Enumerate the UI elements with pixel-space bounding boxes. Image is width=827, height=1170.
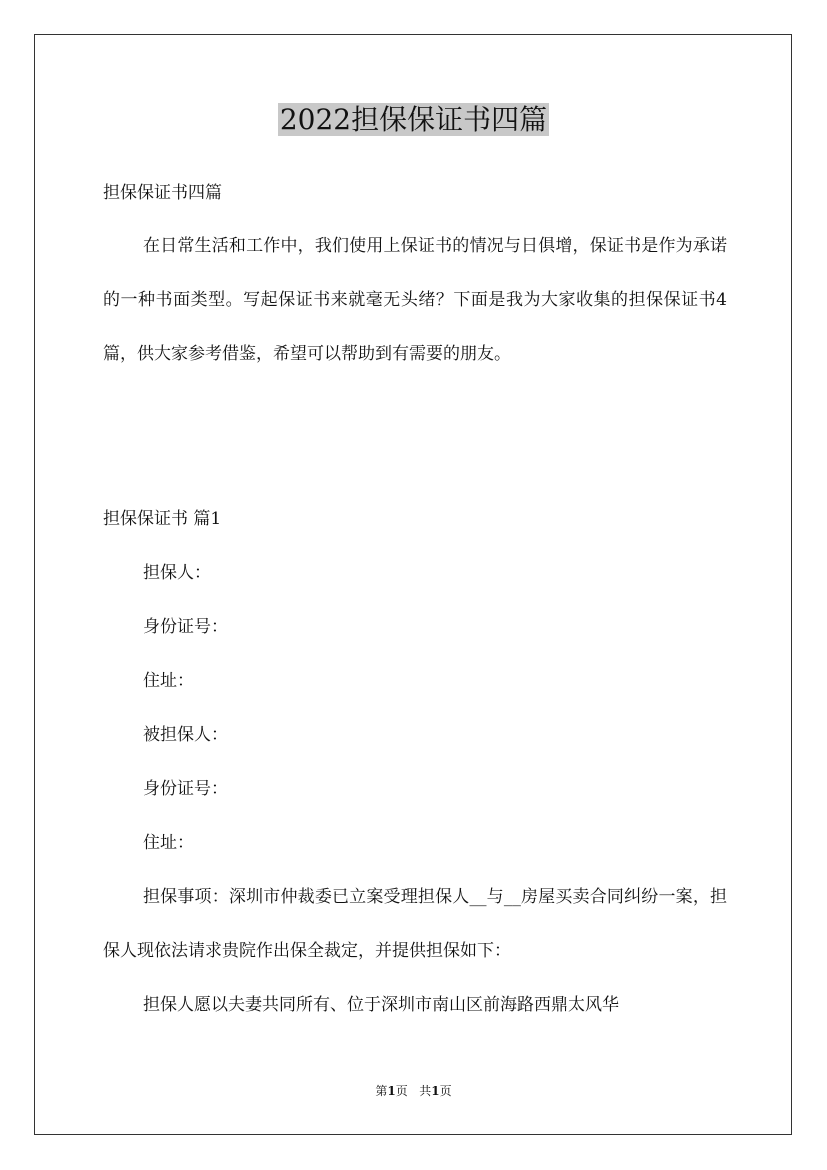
pledge-paragraph: 担保人愿以夫妻共同所有、位于深圳市南山区前海路西鼎太风华	[143, 995, 619, 1015]
footer-page-suffix: 页	[395, 1084, 408, 1098]
matter-paragraph: 担保事项：深圳市仲裁委已立案受理担保人__与__房屋买卖合同纠纷一案，担保人现依法请求贵院作出保全裁定，并提供担保如下：	[103, 887, 727, 961]
document-title-text: 2022担保保证书四篇	[279, 103, 548, 136]
section-heading: 担保保证书 篇1	[103, 509, 222, 529]
guaranteed-id-label: 身份证号：	[143, 779, 228, 799]
page-footer	[0, 1083, 827, 1099]
footer-total-suffix: 页	[439, 1084, 452, 1098]
footer-total-number: 1	[431, 1084, 440, 1098]
guarantor-address-label: 住址：	[143, 671, 194, 691]
guarantor-label: 担保人：	[143, 563, 211, 583]
footer-total-prefix: 共	[419, 1084, 432, 1098]
intro-paragraph: 在日常生活和工作中，我们使用上保证书的情况与日俱增，保证书是作为承诺的一种书面类型。写起保证书来就毫无头绪？下面是我为大家收集的担保保证书4篇，供大家参考借鉴，希望可以帮助到有需要的朋友。	[103, 236, 727, 364]
guaranteed-address-label: 住址：	[143, 833, 194, 853]
footer-page-number: 1	[387, 1084, 396, 1098]
guarantor-id-label: 身份证号：	[143, 617, 228, 637]
footer-page-prefix: 第	[375, 1084, 388, 1098]
document-subtitle: 担保保证书四篇	[103, 183, 222, 203]
guaranteed-label: 被担保人：	[143, 725, 228, 745]
document-title	[0, 100, 827, 140]
